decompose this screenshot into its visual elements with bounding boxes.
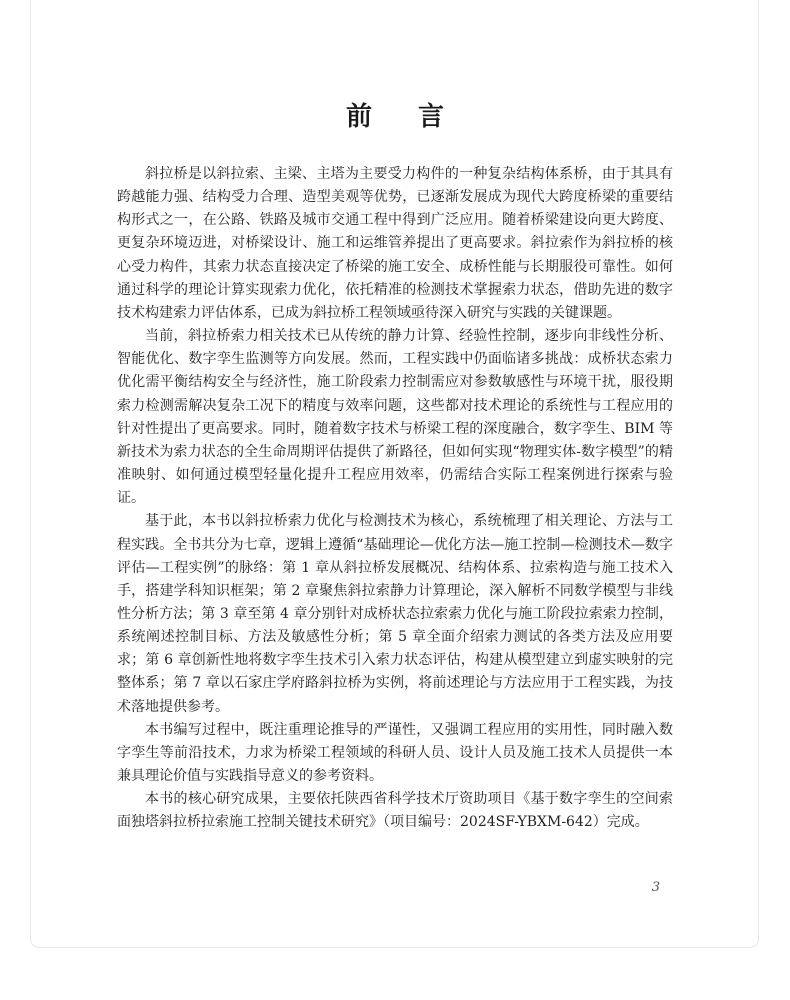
preface-body xyxy=(117,163,673,835)
paragraph-funding: 本书的核心研究成果，主要依托陕西省科学技术厅资助项目《基于数字孪生的空间索面独塔斜拉桥拉索施工控制关键技术研究》（项目编号：2024SF-YBXM-642）完成。 xyxy=(117,791,673,831)
paragraph-book-structure: 基于此，本书以斜拉桥索力优化与检测技术为核心，系统梳理了相关理论、方法与工程实践。全书共分为七章，逻辑上遵循“基础理论—优化方法—施工控制—检测技术—数字评估—工程实例”的脉络：第 1 章从斜拉桥发展概况、结构体系、拉索构造与施工技术入手，搭建学科知识框架；第 2 章聚焦斜拉索静力计算理论，深入解析不同数学模型与非线性分析方法；第 3 章至第 4 章分别针对成桥状态拉索索力优化与施工阶段拉索索力控制，系统阐述控制目标、方法及敏感性分析；第 5 章全面介绍索力测试的各类方法及应用要求；第 6 章创新性地将数字孪生技术引入索力状态评估，构建从模型建立到虚实映射的完整体系；第 7 章以石家庄学府路斜拉桥为实例，将前述理论与方法应用于工程实践，为技术落地提供参考。 xyxy=(117,513,673,715)
paragraph-current-status: 当前，斜拉桥索力相关技术已从传统的静力计算、经验性控制，逐步向非线性分析、智能优化、数字孪生监测等方向发展。然而，工程实践中仍面临诸多挑战：成桥状态索力优化需平衡结构安全与经济性，施工阶段索力控制需应对参数敏感性与环境干扰，服役期索力检测需解决复杂工况下的精度与效率问题，这些都对技术理论的系统性与工程应用的针对性提出了更高要求。同时，随着数字技术与桥梁工程的深度融合，数字孪生、BIM 等新技术为索力状态的全生命周期评估提供了新路径，但如何实现“物理实体-数字模型”的精准映射、如何通过模型轻量化提升工程应用效率，仍需结合实际工程案例进行探索与验证。 xyxy=(117,328,673,507)
paragraph-intro: 斜拉桥是以斜拉索、主梁、主塔为主要受力构件的一种复杂结构体系桥，由于其具有跨越能力强、结构受力合理、造型美观等优势，已逐渐发展成为现代大跨度桥梁的重要结构形式之一，在公路、铁路及城市交通工程中得到广泛应用。随着桥梁建设向更大跨度、更复杂环境迈进，对桥梁设计、施工和运维管养提出了更高要求。斜拉索作为斜拉桥的核心受力构件，其索力状态直接决定了桥梁的施工安全、成桥性能与长期服役可靠性。如何通过科学的理论计算实现索力优化，依托精准的检测技术掌握索力状态，借助先进的数字技术构建索力评估体系，已成为斜拉桥工程领域亟待深入研究与实践的关键课题。 xyxy=(117,166,673,321)
page-title: 前言 xyxy=(345,102,490,132)
paragraph-writing-approach: 本书编写过程中，既注重理论推导的严谨性，又强调工程应用的实用性，同时融入数字孪生等前沿技术，力求为桥梁工程领域的科研人员、设计人员及施工技术人员提供一本兼具理论价值与实践指导意义的参考资料。 xyxy=(117,721,673,785)
page-number: 3 xyxy=(651,880,660,895)
